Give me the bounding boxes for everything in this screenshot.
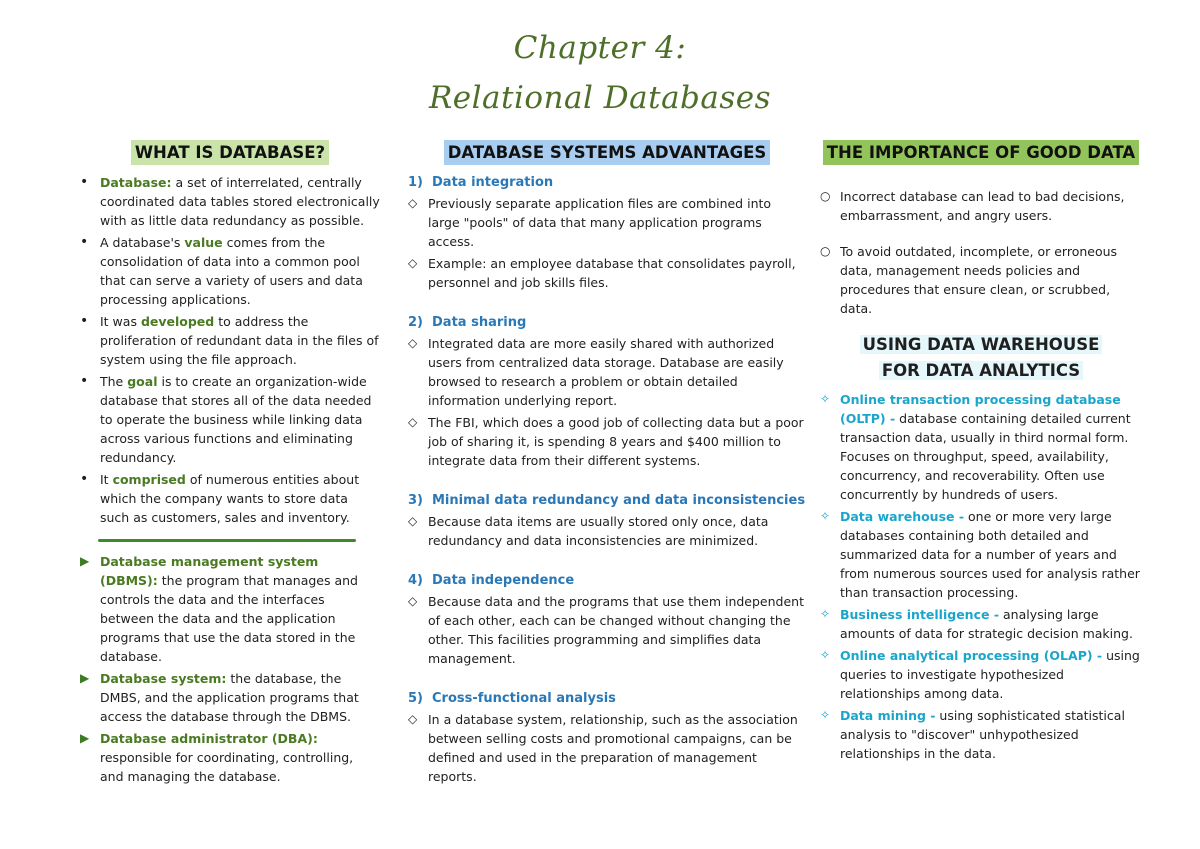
term-item: ✧ Business intelligence - analysing large amounts of data for strategic decision making. bbox=[820, 607, 1133, 641]
bullet-icon: • bbox=[80, 471, 89, 487]
list-item: • It comprised of numerous entities about which the company wants to store data such as customers, sales and inventory. bbox=[80, 471, 360, 525]
section-header: WHAT IS DATABASE? bbox=[80, 140, 380, 165]
diamond-bullet-icon: ◇ bbox=[408, 256, 418, 270]
list-item: ◇ Because data and the programs that use them independent of each other, each can be changed without changing the other. This facilities programming and simplifies data management. bbox=[408, 594, 804, 666]
star-bullet-icon: ✧ bbox=[820, 509, 831, 523]
bullet-icon: • bbox=[80, 373, 89, 389]
advantage-heading: 5) Cross-functional analysis bbox=[408, 691, 616, 706]
list-item: • Database: a set of interrelated, centrally coordinated data tables stored electronically with as little data redundancy as possible. bbox=[80, 174, 380, 228]
triangle-bullet-icon: ▶ bbox=[80, 731, 90, 745]
list-item: ◇ The FBI, which does a good job of collecting data but a poor job of sharing it, is spending 8 years and $400 million to integrate data from their different systems. bbox=[408, 415, 804, 468]
list-item: ◇ Integrated data are more easily shared with authorized users from centralized data storage. Database are easily browsed to research a problem or obtain detailed information underlying report. bbox=[408, 336, 784, 408]
triangle-bullet-icon: ▶ bbox=[80, 671, 90, 685]
list-item: ◇ In a database system, relationship, such as the association between selling costs and promotional campaigns, can be defined and used in the preparation of management reports. bbox=[408, 712, 798, 784]
star-bullet-icon: ✧ bbox=[820, 392, 831, 406]
column-advantages bbox=[408, 140, 806, 789]
term-item: ▶ Database management system (DBMS): the program that manages and controls the data and the interfaces between the data and the application programs that use the data stored in the database. bbox=[80, 554, 358, 664]
triangle-bullet-icon: ▶ bbox=[80, 554, 90, 568]
circle-bullet-icon: ○ bbox=[820, 244, 831, 258]
diamond-bullet-icon: ◇ bbox=[408, 594, 418, 608]
list-item: ○ To avoid outdated, incomplete, or erroneous data, management needs policies and procedures that ensure clean, or scrubbed, data. bbox=[820, 244, 1118, 316]
list-item: ◇ Previously separate application files are combined into large "pools" of data that many application programs access. bbox=[408, 196, 772, 249]
diamond-bullet-icon: ◇ bbox=[408, 196, 418, 210]
term-item: ✧ Data warehouse - one or more very large databases containing both detailed and summarized data for a number of years and from numerous sources used for analysis rather than transaction processing. bbox=[820, 509, 1140, 600]
section-header: USING DATA WAREHOUSE FOR DATA ANALYTICS bbox=[820, 332, 1142, 384]
diamond-bullet-icon: ◇ bbox=[408, 712, 418, 726]
section-header: THE IMPORTANCE OF GOOD DATA bbox=[820, 140, 1142, 165]
diamond-bullet-icon: ◇ bbox=[408, 415, 418, 429]
bullet-icon: • bbox=[80, 234, 89, 250]
diamond-bullet-icon: ◇ bbox=[408, 514, 418, 528]
diamond-bullet-icon: ◇ bbox=[408, 336, 418, 350]
column-what-is-database bbox=[80, 140, 380, 789]
list-item: • The goal is to create an organization-wide database that stores all of the data needed to operate the business while linking data across various functions and eliminating redundancy. bbox=[80, 373, 372, 465]
column-good-data bbox=[820, 140, 1142, 766]
list-item: ◇ Example: an employee database that consolidates payroll, personnel and job skills files. bbox=[408, 256, 796, 290]
advantage-heading: 2) Data sharing bbox=[408, 315, 527, 330]
list-item: • A database's value comes from the consolidation of data into a common pool that can serve a variety of users and data processing applications. bbox=[80, 234, 363, 307]
term-item: ✧ Online transaction processing database (OLTP) - database containing detailed current transaction data, usually in third normal form. Focuses on throughput, speed, availability, concurrency, and recoverability. Often use concurrently by hundreds of users. bbox=[820, 392, 1131, 502]
advantage-heading: 3) Minimal data redundancy and data inconsistencies bbox=[408, 493, 806, 508]
star-bullet-icon: ✧ bbox=[820, 648, 831, 662]
term-item: ▶ Database system: the database, the DMBS, and the application programs that access the database through the DBMS. bbox=[80, 671, 359, 724]
chapter-title: Chapter 4: bbox=[513, 30, 687, 66]
term-item: ▶ Database administrator (DBA): responsible for coordinating, controlling, and managing the database. bbox=[80, 731, 354, 784]
star-bullet-icon: ✧ bbox=[820, 708, 831, 722]
chapter-subtitle: Relational Databases bbox=[428, 80, 772, 116]
advantage-heading: 4) Data independence bbox=[408, 573, 575, 588]
list-item: ○ Incorrect database can lead to bad decisions, embarrassment, and angry users. bbox=[820, 189, 1125, 223]
list-item: • It was developed to address the proliferation of redundant data in the files of system using the file approach. bbox=[80, 313, 379, 367]
circle-bullet-icon: ○ bbox=[820, 189, 831, 203]
bullet-icon: • bbox=[80, 174, 89, 190]
term-item: ✧ Online analytical processing (OLAP) - using queries to investigate hypothesized relationships among data. bbox=[820, 648, 1140, 701]
divider bbox=[98, 539, 356, 542]
advantage-heading: 1) Data integration bbox=[408, 175, 554, 190]
term-item: ✧ Data mining - using sophisticated statistical analysis to "discover" unhypothesized relationships in the data. bbox=[820, 708, 1125, 761]
list-item: ◇ Because data items are usually stored only once, data redundancy and data inconsistencies are minimized. bbox=[408, 514, 769, 548]
section-header: DATABASE SYSTEMS ADVANTAGES bbox=[408, 140, 806, 165]
star-bullet-icon: ✧ bbox=[820, 607, 831, 621]
bullet-icon: • bbox=[80, 313, 89, 329]
